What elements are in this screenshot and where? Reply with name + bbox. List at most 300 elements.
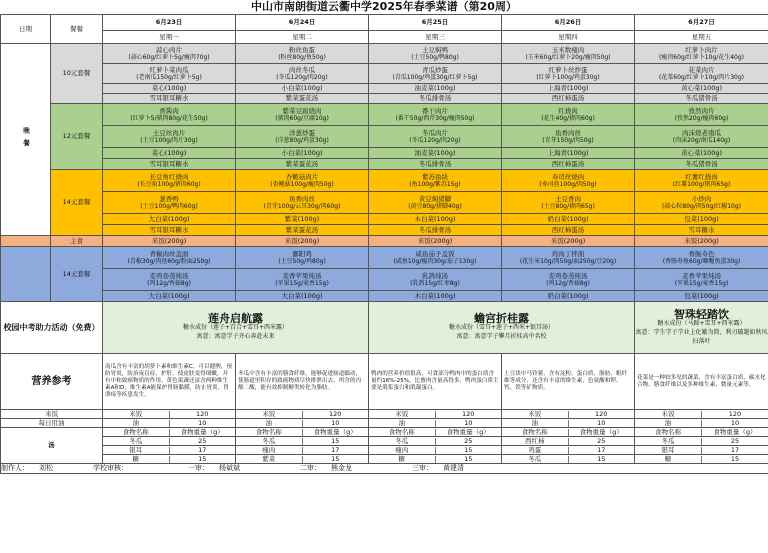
bottom-pair — [369, 411, 501, 418]
weekday-cell: 星期五 — [635, 31, 768, 44]
menu-item-cell — [103, 170, 236, 192]
food-name: 米饭 — [635, 411, 702, 418]
dish-name: 洋葱炒蛋 — [289, 128, 315, 137]
dish-name: 西红柿蛋汤 — [551, 225, 585, 234]
dish-name: 杏鲍菇肉片 — [285, 172, 319, 181]
nutrition-cell: 花菜是一种较多见的蔬菜，含有丰富蛋白质、碳水化合物、膳食纤维以及多种维生素、微量元素等。 — [635, 354, 768, 410]
activity-cell — [635, 302, 768, 354]
food-weight: 10 — [464, 418, 473, 427]
activity-title: 莲舟启航露 — [208, 312, 263, 325]
menu-item-cell — [502, 44, 635, 64]
menu-item-cell — [103, 84, 236, 94]
dish-name: 土豆焖鸭 — [422, 45, 448, 54]
bottom-pair — [103, 438, 235, 445]
bottom-pair — [635, 411, 768, 418]
bottom-pair — [502, 429, 634, 436]
food-name: 米饭 — [236, 411, 303, 418]
dish-name: 青瓜炒蛋 — [422, 65, 448, 74]
menu-item-cell — [635, 214, 768, 225]
food-name: 食物名称 — [369, 429, 436, 436]
food-name: 油 — [236, 420, 303, 427]
activity-label: 校园中考助力活动（免费） — [1, 302, 103, 354]
dish-ingredients: (青芽150g/肉50g) — [542, 136, 594, 144]
dish-name: 包菜(100g) — [684, 214, 719, 223]
food-weight: 食物重量（g） — [713, 427, 757, 436]
bottom-cell — [635, 410, 768, 419]
bottom-pair — [635, 456, 768, 463]
dish-name: 黄豆焖猪脚 — [418, 194, 452, 203]
dish-ingredients: (花生40g/猪肉60g) — [541, 114, 595, 122]
dish-ingredients: (咸鱼10g/瘦肉30g/茄子130g) — [393, 257, 477, 265]
activity-ingredients: 糖水成份（马蹄+雪耳+西米露） — [657, 319, 746, 327]
food-weight: 15 — [331, 436, 340, 445]
bottom-pair — [635, 420, 768, 427]
bottom-cell — [635, 437, 768, 446]
dish-name: 菜心(100g) — [151, 84, 187, 92]
dish-name: 冬瓜猪骨汤 — [685, 94, 718, 102]
activity-cell — [369, 302, 635, 354]
dish-name: 蒜心肉片 — [156, 45, 182, 54]
menu-item-cell — [635, 247, 768, 269]
menu-item-cell — [369, 291, 502, 302]
menu-item-cell — [369, 269, 502, 291]
dish-name: 肉沫烧老南瓜 — [682, 128, 721, 137]
food-name: 冬瓜 — [502, 456, 569, 463]
menu-item-cell — [103, 269, 236, 291]
dish-name: 麦香苹果炖汤 — [282, 271, 322, 280]
menu-item-cell — [236, 44, 369, 64]
food-name: 冬瓜 — [103, 438, 170, 445]
bottom-cell — [103, 410, 236, 419]
dish-ingredients: (花菜60g/红萝卜10g/肉片30g) — [658, 73, 745, 81]
second-review-label: 二审： — [300, 464, 321, 472]
dish-name: 鱼香肉丝 — [555, 128, 581, 137]
food-weight: 15 — [331, 454, 340, 463]
menu-item-cell — [103, 159, 236, 170]
food-name: 银耳 — [103, 447, 170, 454]
activity-meaning: 寓意：学生学子学业上化繁为简，利刃破题如秋风扫落叶 — [635, 328, 768, 345]
bottom-pair — [369, 447, 501, 454]
bottom-pair — [369, 420, 501, 427]
menu-item-cell — [635, 84, 768, 94]
dish-name: 玉米数瘦肉 — [551, 45, 585, 54]
food-name: 紫菜 — [236, 456, 303, 463]
dish-ingredients: (肉沫20g/南瓜140g) — [672, 136, 731, 144]
food-name: 米饭 — [369, 411, 436, 418]
menu-item-cell — [502, 148, 635, 159]
bottom-cell — [236, 446, 369, 455]
menu-item-cell — [103, 44, 236, 64]
menu-item-cell — [369, 192, 502, 214]
activity-ingredients: 糖水成份（雪耳+莲子+西米+银耳汤） — [448, 324, 555, 331]
dish-ingredients: (香肠寿鱼60g/咖喱鱼蛋30g) — [662, 257, 741, 265]
dish-name: 麦鸡卷蒸炖汤 — [548, 271, 588, 280]
food-weight: 120 — [462, 409, 475, 418]
activity-title: 智珠轻踏饮 — [674, 307, 729, 321]
food-weight: 25 — [730, 436, 740, 445]
dish-name: 红萝卜丝炒蛋 — [548, 65, 588, 74]
bottom-label: 米饭 — [1, 410, 103, 419]
bottom-pair — [236, 429, 368, 436]
dish-name: 黄心菜(100g) — [680, 148, 723, 157]
dish-name: 寿司丝烧肉 — [551, 172, 585, 181]
menu-item-cell — [236, 148, 369, 159]
date-cell: 6月25日 — [369, 15, 502, 31]
activity-meaning: 寓意：寓意学子齐心奔赴未来 — [196, 333, 275, 340]
food-name: 西红柿 — [502, 438, 569, 445]
bottom-cell — [502, 428, 635, 437]
dish-ingredients: (土豆50g/鸭80g) — [411, 53, 459, 61]
menu-item-cell — [635, 192, 768, 214]
menu-item-cell — [236, 269, 369, 291]
bottom-pair — [369, 438, 501, 445]
menu-item-cell — [635, 225, 768, 236]
food-weight: 17 — [597, 445, 606, 454]
food-weight: 25 — [597, 436, 606, 445]
bottom-label: 每日用油 — [1, 419, 103, 428]
dish-ingredients: (杏鲍菇100g/瘦肉50g) — [270, 180, 334, 188]
menu-item-cell — [369, 148, 502, 159]
bottom-cell — [369, 410, 502, 419]
soup-label: 汤 — [1, 428, 103, 464]
dish-name: 乳鸽炖汤 — [422, 271, 448, 280]
menu-item-cell — [369, 126, 502, 148]
bottom-pair — [103, 456, 235, 463]
menu-item-cell — [236, 170, 369, 192]
dish-name: 鸡肉丁拌面 — [551, 249, 585, 258]
menu-item-cell — [369, 170, 502, 192]
bottom-cell — [236, 419, 369, 428]
bottom-cell — [103, 428, 236, 437]
food-weight: 10 — [331, 418, 340, 427]
food-name: 食物名称 — [236, 429, 303, 436]
food-weight: 食物重量（g） — [180, 427, 224, 436]
food-name: 食物名称 — [103, 429, 170, 436]
bottom-pair — [236, 420, 368, 427]
dish-name: 小炒肉 — [691, 194, 712, 203]
bottom-cell — [635, 419, 768, 428]
dish-name: 菜心(100g) — [151, 148, 187, 157]
bottom-cell — [236, 410, 369, 419]
dish-name: 土豆丝肉片 — [152, 128, 186, 137]
food-weight: 15 — [198, 454, 207, 463]
menu-item-cell — [236, 84, 369, 94]
menu-item-cell — [635, 159, 768, 170]
dish-ingredients: (冬瓜120g/肉20g) — [276, 73, 328, 81]
dish-ingredients: (鸡12g/香菇8g) — [147, 279, 191, 287]
food-weight: 120 — [595, 409, 608, 418]
bottom-pair — [635, 429, 768, 436]
dish-name: 大白菜(100g) — [148, 291, 190, 300]
second-reviewer: 熊金龙 — [331, 464, 352, 472]
bottom-cell — [635, 455, 768, 464]
food-weight: 15 — [464, 445, 473, 454]
bottom-pair — [236, 456, 368, 463]
dish-name: 上海青(100g) — [547, 148, 589, 157]
food-weight: 120 — [196, 409, 209, 418]
dish-name: 小白菜(100g) — [281, 148, 323, 157]
menu-item-cell — [236, 291, 369, 302]
bottom-pair — [502, 411, 634, 418]
dish-name: 花菜肉片 — [688, 65, 715, 74]
date-cell: 6月23日 — [103, 15, 236, 31]
dish-name: 米饭(200g) — [417, 236, 453, 245]
food-weight: 17 — [730, 445, 740, 454]
food-name: 食物名称 — [502, 429, 569, 436]
dish-name: 小白菜(100g) — [281, 84, 323, 92]
meal-header-label: 餐餐 — [51, 15, 103, 44]
dish-name: 肉丝冬瓜 — [289, 65, 315, 74]
dish-name: 冬瓜猪骨汤 — [685, 159, 718, 168]
dish-ingredients: (红薯100g/猪肉65g) — [672, 180, 731, 188]
bottom-cell — [635, 446, 768, 455]
food-name: 瘦肉 — [369, 447, 436, 454]
dish-name: 冬瓜排骨汤 — [418, 94, 452, 102]
food-name: 银耳 — [635, 447, 702, 454]
menu-item-cell — [502, 170, 635, 192]
menu-item-cell — [236, 214, 369, 225]
menu-item-cell — [635, 291, 768, 302]
menu-item-cell — [236, 225, 369, 236]
food-weight: 10 — [597, 418, 606, 427]
dish-name: 孜然肉片 — [688, 106, 715, 115]
date-header-label: 日期 — [1, 15, 51, 44]
dish-ingredients: (瘦肉60g/红萝卜10g/花生40g) — [658, 53, 745, 61]
bottom-cell — [502, 437, 635, 446]
dish-ingredients: (苹果15g/麦香15g) — [275, 279, 329, 287]
nutrition-label: 营养参考 — [1, 354, 103, 410]
dish-name: 紫菜蛋花汤 — [285, 159, 319, 168]
bottom-pair — [103, 411, 235, 418]
menu-item-cell — [635, 126, 768, 148]
menu-item-cell — [369, 84, 502, 94]
dish-ingredients: (苹果15g/麦香15g) — [674, 279, 729, 287]
dish-name: 粉丝鱼蛋 — [289, 45, 315, 54]
menu-item-cell — [369, 225, 502, 236]
menu-item-cell — [502, 159, 635, 170]
menu-item-cell — [635, 170, 768, 192]
activity-ingredients: 糖水成份（莲子+百合+雪耳+西米露） — [182, 324, 289, 331]
dish-ingredients: (冬瓜120g/肉20g) — [409, 136, 461, 144]
food-weight: 17 — [198, 445, 207, 454]
dish-name: 香酱肉 — [159, 106, 179, 115]
menu-item-cell — [635, 148, 768, 159]
nutrition-cell: 冬瓜中含有丰富的膳食纤维，能够促进肠道蠕动，使肠道里积存的致癌物质尽快排泄出去。所含的丙醇二酸，能有效抑制糖类转化为脂肪。 — [236, 354, 369, 410]
menu-item-cell — [236, 247, 369, 269]
dish-name: 红薯红烧肉 — [685, 172, 718, 181]
bottom-cell — [103, 437, 236, 446]
menu-item-cell — [103, 236, 236, 247]
food-name: 糖 — [369, 456, 436, 463]
bottom-cell — [369, 446, 502, 455]
menu-item-cell — [502, 104, 635, 126]
bottom-cell — [369, 437, 502, 446]
food-name: 冬瓜 — [369, 438, 436, 445]
food-weight: 食物重量（g） — [313, 427, 357, 436]
menu-item-cell — [502, 64, 635, 84]
menu-item-cell — [502, 247, 635, 269]
dish-ingredients: (鸡12g/香菇8g) — [546, 279, 590, 287]
weekday-cell: 星期三 — [369, 31, 502, 44]
food-name: 油 — [369, 420, 436, 427]
food-name: 冬瓜 — [635, 438, 702, 445]
bottom-pair — [502, 447, 634, 454]
dish-ingredients: (猪肉60g/豆腐10g) — [275, 114, 329, 122]
menu-item-cell — [103, 64, 236, 84]
maker-label: 制作人： — [1, 464, 29, 472]
footer-row — [1, 464, 768, 474]
bottom-pair — [236, 447, 368, 454]
food-weight: 15 — [597, 454, 606, 463]
staple-side-label — [1, 236, 51, 247]
bottom-cell — [369, 419, 502, 428]
dish-ingredients: (土豆80g/猪肉65g) — [541, 202, 595, 210]
menu-item-cell — [103, 192, 236, 214]
food-weight: 10 — [198, 418, 207, 427]
bottom-cell — [502, 419, 635, 428]
dish-name: 雪耳银耳糖水 — [149, 94, 189, 102]
menu-item-cell — [502, 94, 635, 104]
bottom-cell — [369, 455, 502, 464]
menu-item-cell — [369, 64, 502, 84]
dish-ingredients: (土豆100g/肉片30g) — [140, 136, 198, 144]
food-weight: 25 — [198, 436, 207, 445]
menu-item-cell — [103, 148, 236, 159]
dish-name: 米饭(200g) — [284, 236, 320, 245]
dish-name: 红烧肉 — [558, 106, 578, 115]
menu-item-cell — [369, 44, 502, 64]
dish-ingredients: (长豆角100g/猪肉60g) — [137, 180, 201, 188]
dish-name: 番干肉片 — [422, 106, 448, 115]
dish-ingredients: (花生米10g/肉50g/面250g/豆20g) — [519, 257, 617, 265]
food-weight: 15 — [464, 454, 473, 463]
bottom-pair — [103, 447, 235, 454]
dish-name: 青椒肉丝盖面 — [149, 249, 189, 258]
menu-item-cell — [369, 214, 502, 225]
menu-item-cell — [635, 269, 768, 291]
dish-name: 西红柿蛋汤 — [551, 159, 585, 168]
dish-ingredients: (红萝卜100g/鸡蛋30g) — [536, 73, 600, 81]
bottom-cell — [103, 446, 236, 455]
dish-name: 黄心菜(100g) — [680, 84, 723, 92]
date-cell: 6月26日 — [502, 15, 635, 31]
activity-cell — [103, 302, 369, 354]
menu-item-cell — [103, 126, 236, 148]
dish-ingredients: (鱼100g/紫苏15g) — [409, 180, 461, 188]
dish-name: 冬瓜排骨汤 — [418, 225, 452, 234]
bottom-cell — [502, 410, 635, 419]
dish-name: 木白菜(100g) — [414, 214, 456, 223]
food-name: 油 — [103, 420, 170, 427]
maker-name: 刘松 — [39, 464, 53, 472]
activity-title: 蟾宫折桂露 — [474, 312, 529, 325]
menu-item-cell — [236, 236, 369, 247]
food-name: 瘦肉 — [236, 447, 303, 454]
bottom-cell — [103, 455, 236, 464]
menu-item-cell — [103, 247, 236, 269]
bottom-pair — [502, 456, 634, 463]
food-name: 米饭 — [103, 411, 170, 418]
dish-name: 麦鸡卷蒸炖汤 — [149, 271, 189, 280]
menu-item-cell — [236, 94, 369, 104]
nutrition-cell: 南瓜含有丰富的胡萝卜素和维生素C，可以健脾，预防胃炎，防治夜盲症，护肝，使皮肤变得细嫩，并有中和致癌物质的作用。黄色果蔬还富含两种维生素A和D；维生素A能保护胃肠黏膜，防止胃炎、胃溃疡等疾患发生。 — [103, 354, 236, 410]
menu-item-cell — [635, 104, 768, 126]
activity-meaning: 寓意：寓意学子攀月折桂高中名校 — [456, 333, 547, 340]
bottom-cell — [369, 428, 502, 437]
menu-item-cell — [635, 94, 768, 104]
dish-name: 奶白菜(100g) — [547, 214, 589, 223]
menu-item-cell — [502, 225, 635, 236]
dish-ingredients: (玉米60g/红萝卜20g/瘦肉50g) — [525, 53, 611, 61]
food-weight: 25 — [464, 436, 473, 445]
dish-ingredients: (青瓜100g/鸡蛋30g/红萝卜5g) — [392, 73, 478, 81]
bottom-pair — [236, 411, 368, 418]
dish-ingredients: (土豆100g/鸭肉60g) — [140, 202, 198, 210]
food-name: 油 — [502, 420, 569, 427]
menu-item-cell — [236, 104, 369, 126]
bottom-pair — [103, 429, 235, 436]
dish-name: 红萝卜肉片 — [685, 45, 718, 54]
first-review-label: 一审： — [188, 464, 209, 472]
tier-label: 12元套餐 — [51, 104, 103, 170]
menu-item-cell — [502, 236, 635, 247]
dish-name: 咸鱼茄子盖饭 — [415, 249, 455, 258]
tier-side-blank — [1, 247, 51, 302]
dish-name: 大白菜(100g) — [148, 214, 190, 223]
menu-item-cell — [369, 94, 502, 104]
tier-label: 10元套餐 — [51, 44, 103, 104]
dish-ingredients: (番干50g/西芹30g/瘦肉50g) — [395, 114, 475, 122]
food-weight: 食物重量（g） — [579, 427, 623, 436]
bottom-pair — [103, 420, 235, 427]
menu-item-cell — [635, 64, 768, 84]
menu-item-cell — [502, 84, 635, 94]
menu-item-cell — [635, 236, 768, 247]
dish-name: 葱香鸭 — [159, 194, 179, 203]
dish-ingredients: (青芽100g/云耳30g/肉60g) — [263, 202, 341, 210]
weekday-cell: 星期一 — [103, 31, 236, 44]
dish-ingredients: (孜然20g/瘦肉60g) — [674, 114, 729, 122]
bottom-pair — [369, 456, 501, 463]
dish-name: 奶白菜(100g) — [547, 291, 589, 300]
dish-ingredients: (青椒30g/肉丝60g/粉面250g) — [127, 257, 211, 265]
dish-name: 长豆角红烧肉 — [149, 172, 189, 181]
dish-ingredients: (蒜心粒80g/肉50g/红椒10g) — [661, 202, 742, 210]
bottom-cell — [236, 437, 369, 446]
bottom-pair — [236, 438, 368, 445]
dish-name: 紫菜蛋花汤 — [285, 225, 319, 234]
dish-name: 雪耳糖水 — [688, 225, 715, 234]
menu-table — [0, 14, 768, 474]
weekday-cell: 星期四 — [502, 31, 635, 44]
dish-name: 鄱阳鸡 — [292, 249, 312, 258]
dish-name: 香肠寿色 — [688, 249, 715, 258]
nutrition-cell: 土豆块中马铃薯，含有淀粉、蛋白质、脂肪、粗纤维等成分，还含有丰富的维生素，色氨酸和钾、钙、铁等矿物质。 — [502, 354, 635, 410]
food-name: 糖 — [103, 456, 170, 463]
menu-item-cell — [236, 126, 369, 148]
menu-item-cell — [236, 64, 369, 84]
dish-name: 紫菜(100g) — [284, 214, 320, 223]
dish-name: 大白菜(100g) — [281, 291, 323, 300]
menu-item-cell — [502, 214, 635, 225]
dish-name: 紫菜豆腐烧肉 — [282, 106, 322, 115]
dish-name: 米饭(200g) — [684, 236, 719, 245]
dish-name: 西红柿蛋汤 — [551, 94, 585, 102]
weekday-cell: 星期二 — [236, 31, 369, 44]
dish-name: 雪耳银耳糖水 — [149, 159, 189, 168]
food-name: 鸡蛋 — [502, 447, 569, 454]
food-weight: 17 — [331, 445, 340, 454]
